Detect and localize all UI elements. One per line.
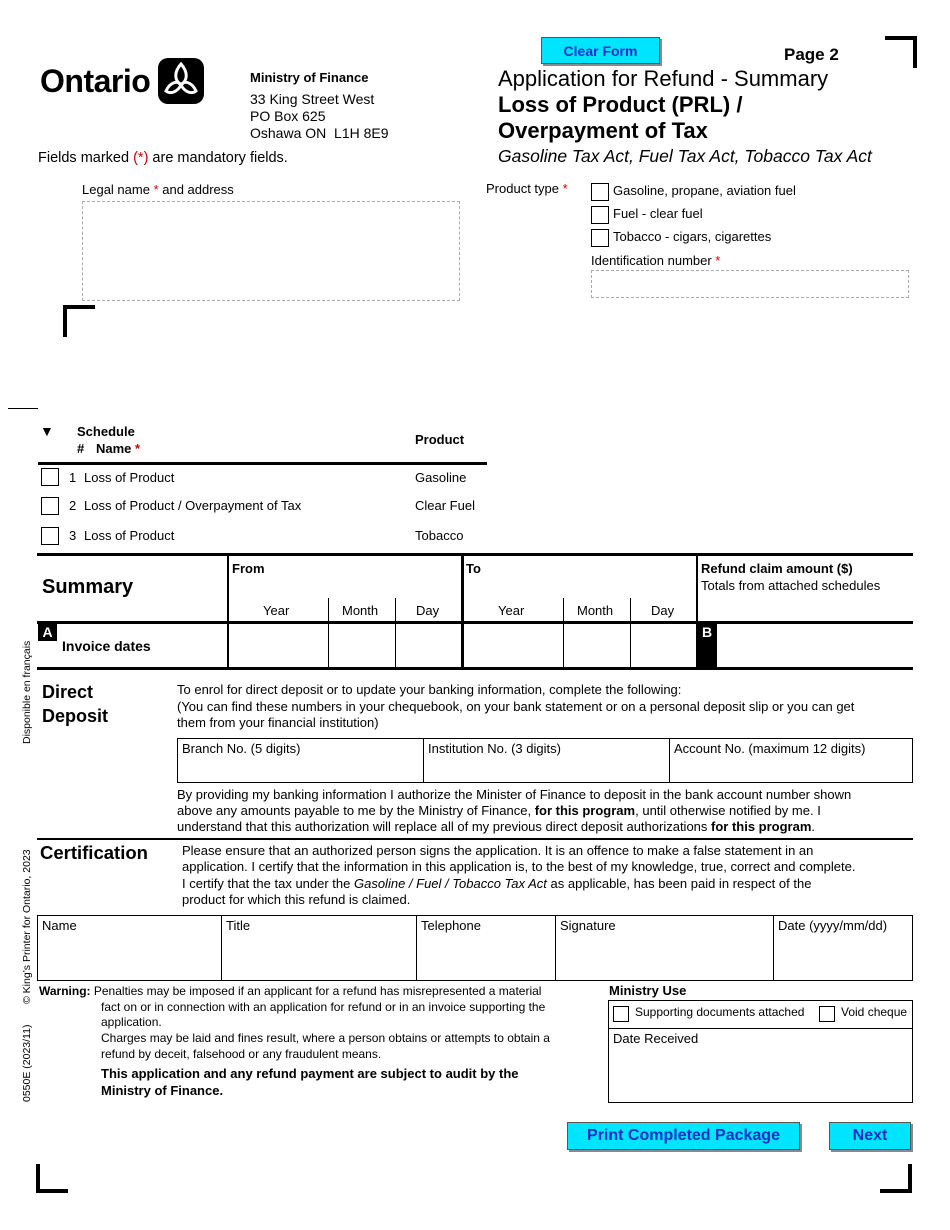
direct-deposit-intro-1: To enrol for direct deposit or to update your banking information, complete the following: xyxy=(177,682,682,697)
schedule-row-number: 3 xyxy=(69,528,77,543)
account-number-label: Account No. (maximum 12 digits) xyxy=(674,741,866,756)
from-month-input[interactable] xyxy=(330,625,397,669)
warning-line-3: application. xyxy=(101,1015,162,1029)
product-type-label-text: Product type xyxy=(486,181,563,196)
legal-name-address-input[interactable] xyxy=(82,201,460,301)
crop-mark-mid-left xyxy=(63,305,95,337)
institution-number-field[interactable] xyxy=(423,738,670,783)
authorization-line-2 xyxy=(177,803,821,818)
form-identifier: 0550E (2023/11) xyxy=(21,1024,33,1102)
branch-number-label: Branch No. (5 digits) xyxy=(182,741,301,756)
schedule-row-name: Loss of Product xyxy=(84,470,175,485)
authorization-line-3 xyxy=(177,819,815,834)
schedule-number-header: # xyxy=(77,441,85,456)
box-b-label xyxy=(697,624,717,668)
ministry-use-title: Ministry Use xyxy=(609,983,687,998)
schedule-name-header xyxy=(96,441,140,456)
warning-label: Warning: xyxy=(39,984,91,998)
invoice-dates-label: Invoice dates xyxy=(62,638,151,654)
product-tobacco-label: Tobacco - cigars, cigarettes xyxy=(613,229,772,244)
cert-date-field[interactable] xyxy=(773,915,913,981)
product-tobacco-checkbox[interactable] xyxy=(591,229,609,247)
schedule-row-number: 1 xyxy=(69,470,77,485)
schedule-row-checkbox[interactable] xyxy=(41,468,59,486)
cert-name-field[interactable] xyxy=(37,915,222,981)
void-cheque-checkbox[interactable] xyxy=(819,1006,835,1022)
schedule-row-checkbox[interactable] xyxy=(41,497,59,515)
warning-line-1 xyxy=(39,984,541,998)
copyright-note: © King’s Printer for Ontario, 2023 xyxy=(21,849,33,1004)
to-year-input[interactable] xyxy=(465,625,565,669)
form-title-line-1: Application for Refund - Summary xyxy=(498,66,829,91)
crop-mark-bottom-right xyxy=(880,1164,912,1193)
box-b-letter: B xyxy=(701,624,713,640)
from-header: From xyxy=(232,561,265,576)
print-completed-package-button[interactable]: Print Completed Package xyxy=(567,1122,800,1150)
schedule-toggle-arrow[interactable]: ▼ xyxy=(40,423,54,439)
certification-text-3 xyxy=(182,876,811,891)
warning-line-2: fact on or in connection with an application for refund or in an invoice supporting the xyxy=(101,1000,546,1014)
refund-claim-subtitle: Totals from attached schedules xyxy=(701,578,881,593)
cert-signature-label: Signature xyxy=(560,918,616,933)
cert-text: as applicable, has been paid in respect of the xyxy=(546,876,812,891)
cert-act-name: Gasoline / Fuel / Tobacco Tax Act xyxy=(353,876,547,891)
void-cheque-label: Void cheque xyxy=(841,1005,908,1019)
required-star: * xyxy=(153,182,159,197)
mandatory-prefix: Fields marked xyxy=(38,150,134,166)
product-fuel-checkbox[interactable] xyxy=(591,206,609,224)
auth-text: , until otherwise notified by me. I xyxy=(635,803,821,818)
audit-notice-2: Ministry of Finance. xyxy=(101,1083,224,1098)
certification-top-rule xyxy=(37,838,913,840)
refund-claim-amount-input[interactable] xyxy=(720,625,914,669)
audit-notice-1: This application and any refund payment are subject to audit by the xyxy=(101,1066,519,1081)
schedule-row-product: Tobacco xyxy=(415,528,464,543)
product-gasoline-label: Gasoline, propane, aviation fuel xyxy=(613,183,796,198)
short-rule xyxy=(8,408,38,409)
to-day-input[interactable] xyxy=(632,625,698,669)
identification-number-input[interactable] xyxy=(591,270,909,298)
from-day-label: Day xyxy=(416,603,440,618)
schedule-row-checkbox[interactable] xyxy=(41,527,59,545)
cert-telephone-field[interactable] xyxy=(416,915,556,981)
schedule-header-rule xyxy=(38,462,487,465)
schedule-header: Schedule xyxy=(77,424,135,439)
auth-text: understand that this authorization will replace all of my previous direct deposit authorizations xyxy=(177,819,712,834)
institution-number-label: Institution No. (3 digits) xyxy=(428,741,561,756)
from-day-input[interactable] xyxy=(397,625,463,669)
cert-title-field[interactable] xyxy=(221,915,417,981)
certification-title: Certification xyxy=(40,842,148,863)
cert-title-label: Title xyxy=(226,918,251,933)
to-year-label: Year xyxy=(498,603,525,618)
to-day-label: Day xyxy=(651,603,675,618)
direct-deposit-title-1: Direct xyxy=(42,682,94,702)
supporting-documents-label: Supporting documents attached xyxy=(635,1005,805,1019)
identification-label-text: Identification number xyxy=(591,253,716,268)
warning-line-5: refund by deceit, falsehood or any fraudulent means. xyxy=(101,1047,382,1061)
branch-number-field[interactable] xyxy=(177,738,424,783)
summary-bottom-rule xyxy=(37,667,913,670)
identification-number-label xyxy=(591,253,720,268)
required-star: * xyxy=(135,441,141,456)
schedule-row-name: Loss of Product xyxy=(84,528,175,543)
to-header: To xyxy=(466,561,481,576)
schedule-row-product: Clear Fuel xyxy=(415,498,475,513)
date-received-label: Date Received xyxy=(613,1031,699,1046)
schedule-product-header: Product xyxy=(415,432,465,447)
legal-name-label-text: Legal name xyxy=(82,182,154,197)
summary-mid-rule xyxy=(37,621,913,624)
mandatory-note xyxy=(38,150,288,166)
cert-name-label: Name xyxy=(42,918,77,933)
to-month-input[interactable] xyxy=(565,625,632,669)
schedule-row-product: Gasoline xyxy=(415,470,467,485)
ontario-wordmark: Ontario xyxy=(40,62,151,99)
product-gasoline-checkbox[interactable] xyxy=(591,183,609,201)
form-subtitle: Gasoline Tax Act, Fuel Tax Act, Tobacco Tax Act xyxy=(498,146,872,166)
crop-mark-top-right xyxy=(885,36,917,68)
legal-name-label-suffix: and address xyxy=(158,182,234,197)
direct-deposit-intro-3: them from your financial institution) xyxy=(177,715,379,730)
legal-name-label xyxy=(82,182,234,197)
cert-telephone-label: Telephone xyxy=(421,918,481,933)
box-a-label: A xyxy=(38,624,57,641)
to-month-label: Month xyxy=(577,603,614,618)
ministry-address-1: 33 King Street West xyxy=(250,91,375,107)
direct-deposit-intro-2: (You can find these numbers in your chequebook, on your bank statement or on a personal deposit slip or you can get xyxy=(177,699,855,714)
authorization-line-1: By providing my banking information I authorize the Minister of Finance to deposit in the bank account number shown xyxy=(177,787,852,802)
certification-text-4: product for which this refund is claimed. xyxy=(182,892,411,907)
mandatory-marker: (*) xyxy=(133,150,149,166)
direct-deposit-title-2: Deposit xyxy=(42,706,109,726)
schedule-row-name: Loss of Product / Overpayment of Tax xyxy=(84,498,302,513)
certification-text-2: application. I certify that the information in this application is, to the best of my knowledge, true, correct and complete. xyxy=(182,859,856,874)
required-star: * xyxy=(715,253,721,268)
next-button[interactable]: Next xyxy=(829,1122,911,1150)
ministry-name: Ministry of Finance xyxy=(250,70,369,85)
clear-form-button[interactable]: Clear Form xyxy=(541,37,660,64)
from-year-input[interactable] xyxy=(230,625,330,669)
auth-bold: for this program xyxy=(534,803,636,818)
schedule-name-header-text: Name xyxy=(96,441,136,456)
page-number: Page 2 xyxy=(784,45,839,64)
form-title-line-2: Loss of Product (PRL) / xyxy=(498,92,743,117)
ontario-logo xyxy=(40,58,204,104)
product-fuel-label: Fuel - clear fuel xyxy=(613,206,703,221)
mandatory-suffix: are mandatory fields. xyxy=(148,150,288,166)
cert-date-label: Date (yyyy/mm/dd) xyxy=(778,918,888,933)
cert-signature-field[interactable] xyxy=(555,915,774,981)
auth-bold: for this program xyxy=(711,819,812,834)
from-year-label: Year xyxy=(263,603,290,618)
summary-top-rule xyxy=(37,553,913,556)
form-title-line-3: Overpayment of Tax xyxy=(498,118,708,143)
refund-claim-title: Refund claim amount ($) xyxy=(701,561,853,576)
cert-text: I certify that the tax under the xyxy=(182,876,354,891)
warning-text: Penalties may be imposed if an applicant for a refund has misrepresented a material xyxy=(90,984,542,998)
warning-line-4: Charges may be laid and fines result, where a person obtains or attempts to obtain a xyxy=(101,1031,550,1045)
schedule-row-number: 2 xyxy=(69,498,77,513)
certification-text-1: Please ensure that an authorized person signs the application. It is an offence to make a false statement in an xyxy=(182,843,814,858)
summary-title: Summary xyxy=(42,576,134,598)
product-type-label xyxy=(486,181,568,196)
account-number-field[interactable] xyxy=(669,738,913,783)
supporting-documents-checkbox[interactable] xyxy=(613,1006,629,1022)
summary-divider xyxy=(227,556,229,669)
ministry-use-divider xyxy=(609,1028,912,1029)
crop-mark-bottom-left xyxy=(36,1164,68,1193)
auth-text: above any amounts payable to me by the Ministry of Finance, xyxy=(177,803,535,818)
trillium-icon xyxy=(158,58,204,104)
auth-text: . xyxy=(811,819,816,834)
french-availability-note: Disponible en français xyxy=(21,640,33,744)
ministry-address-3: Oshawa ON L1H 8E9 xyxy=(250,125,389,141)
required-star: * xyxy=(562,181,568,196)
from-month-label: Month xyxy=(342,603,379,618)
ministry-address-2: PO Box 625 xyxy=(250,108,326,124)
